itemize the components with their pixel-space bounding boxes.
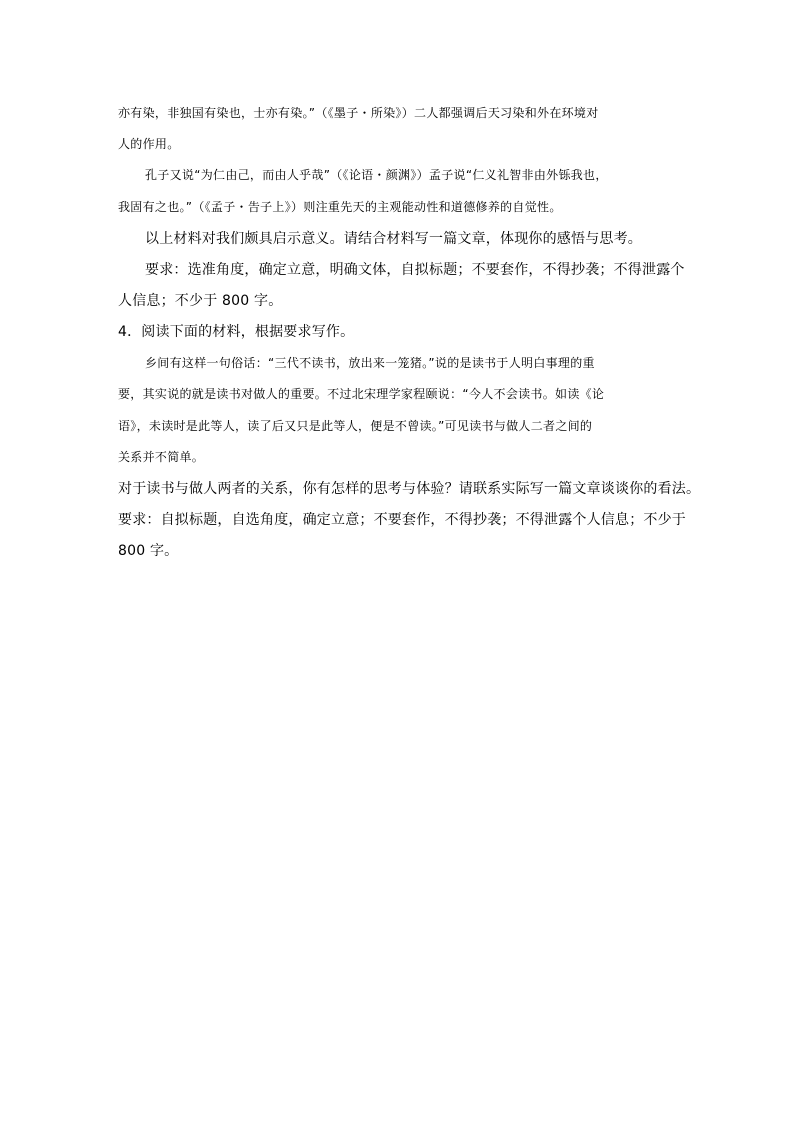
material-line-2: 人的作用。 <box>118 137 180 151</box>
question-4-requirement-line-2: 800 字。 <box>118 543 179 559</box>
question-4-heading: 4．阅读下面的材料，根据要求写作。 <box>118 324 355 340</box>
question-4-requirement-line-1: 要求：自拟标题，自选角度，确定立意；不要套作，不得抄袭；不得泄露个人信息；不少于 <box>118 512 686 528</box>
question-4-material-line-3: 语》，未读时是此等人，读了后又只是此等人，便是不曾读。”可见读书与做人二者之间的 <box>118 419 593 433</box>
material-line-3: 孔子又说“为仁由己，而由人乎哉”（《论语・颜渊》）孟子说“仁义礼智非由外铄我也， <box>145 168 608 182</box>
prompt-line: 以上材料对我们颇具启示意义。请结合材料写一篇文章，体现你的感悟与思考。 <box>145 231 642 247</box>
material-line-1: 亦有染，非独国有染也，士亦有染。”（《墨子・所染》）二人都强调后天习染和外在环境对 <box>118 106 599 120</box>
question-4-material-line-2: 要，其实说的就是读书对做人的重要。不过北宋理学家程颐说：“今人不会读书。如读《论 <box>118 387 605 401</box>
question-4-material-line-1: 乡间有这样一句俗话：“三代不读书，放出来一笼猪。”说的是读书于人明白事理的重 <box>145 356 595 370</box>
material-line-4: 我固有之也。”（《孟子・告子上》）则注重先天的主观能动性和道德修养的自觉性。 <box>118 200 562 214</box>
question-4-material-line-4: 关系并不简单。 <box>118 450 205 464</box>
requirement-line-1: 要求：选准角度，确定立意，明确文体，自拟标题；不要套作，不得抄袭；不得泄露个 <box>145 262 685 278</box>
requirement-line-2: 人信息；不少于 800 字。 <box>118 293 283 309</box>
question-4-prompt: 对于读书与做人两者的关系，你有怎样的思考与体验？请联系实际写一篇文章谈谈你的看法。 <box>118 481 701 497</box>
